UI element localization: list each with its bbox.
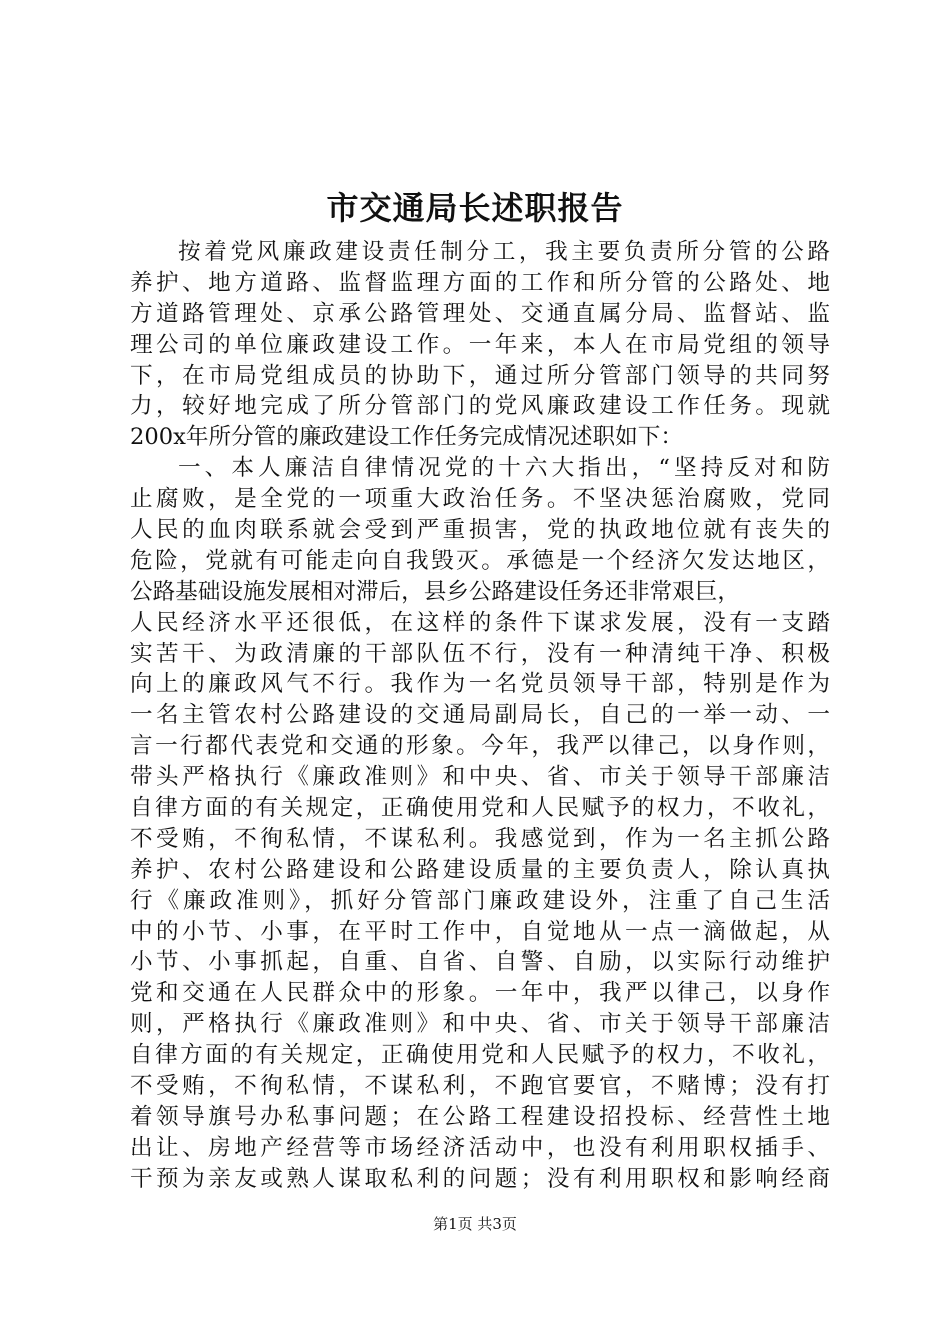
body-line: 自律方面的有关规定，正确使用党和人民赋予的权力，不收礼， [130,795,830,822]
body-line: 按着党风廉政建设责任制分工，我主要负责所分管的公路 [178,239,830,265]
body-line: 200x年所分管的廉政建设工作任务完成情况述职如下： [130,424,683,451]
body-line: 党和交通在人民群众中的形象。一年中，我严以律己，以身作 [130,980,830,1007]
document-body [130,237,830,1195]
page-footer: 第1页 共3页 [433,1215,517,1233]
document-title: 市交通局长述职报告 [326,189,624,227]
body-line: 干预为亲友或熟人谋取私利的问题；没有利用职权和影响经商 [130,1165,830,1192]
body-line: 方道路管理处、京承公路管理处、交通直属分局、监督站、监 [130,300,830,327]
body-line: 不受贿，不徇私情，不谋私利。我感觉到，作为一名主抓公路 [130,825,830,852]
body-line: 则，严格执行《廉政准则》和中央、省、市关于领导干部廉洁 [130,1011,830,1038]
body-line: 危险，党就有可能走向自我毁灭。承德是一个经济欠发达地区， [130,547,830,574]
body-line: 人民经济水平还很低，在这样的条件下谋求发展，没有一支踏 [130,609,830,636]
body-line: 力，较好地完成了所分管部门的党风廉政建设工作任务。现就 [130,393,830,420]
body-line: 向上的廉政风气不行。我作为一名党员领导干部，特别是作为 [130,671,830,698]
body-line: 着领导旗号办私事问题；在公路工程建设招投标、经营性土地 [130,1103,830,1130]
body-line: 实苦干、为政清廉的干部队伍不行，没有一种清纯干净、积极 [130,640,830,667]
body-line: 止腐败，是全党的一项重大政治任务。不坚决惩治腐败，党同 [130,486,830,513]
body-line: 一、本人廉洁自律情况党的十六大指出，“坚持反对和防 [178,455,830,482]
body-line: 出让、房地产经营等市场经济活动中，也没有利用职权插手、 [130,1134,830,1161]
body-line: 中的小节、小事，在平时工作中，自觉地从一点一滴做起，从 [130,918,830,945]
body-line: 行《廉政准则》，抓好分管部门廉政建设外，注重了自己生活 [130,887,830,914]
body-line: 一名主管农村公路建设的交通局副局长，自己的一举一动、一 [130,702,830,729]
body-line: 人民的血肉联系就会受到严重损害，党的执政地位就有丧失的 [130,517,830,544]
body-line: 理公司的单位廉政建设工作。一年来，本人在市局党组的领导 [130,331,830,358]
body-line: 自律方面的有关规定，正确使用党和人民赋予的权力，不收礼， [130,1042,830,1069]
body-line: 言一行都代表党和交通的形象。今年，我严以律己，以身作则， [130,733,830,760]
body-line: 养护、地方道路、监督监理方面的工作和所分管的公路处、地 [130,269,830,296]
body-line: 公路基础设施发展相对滞后，县乡公路建设任务还非常艰巨， [130,578,741,605]
body-line: 不受贿，不徇私情，不谋私利，不跑官要官，不赌博；没有打 [130,1073,830,1100]
body-line: 养护、农村公路建设和公路建设质量的主要负责人，除认真执 [130,856,830,883]
body-line: 带头严格执行《廉政准则》和中央、省、市关于领导干部廉洁 [130,764,830,791]
body-line: 小节、小事抓起，自重、自省、自警、自励，以实际行动维护 [130,949,830,976]
body-line: 下，在市局党组成员的协助下，通过所分管部门领导的共同努 [130,362,830,389]
